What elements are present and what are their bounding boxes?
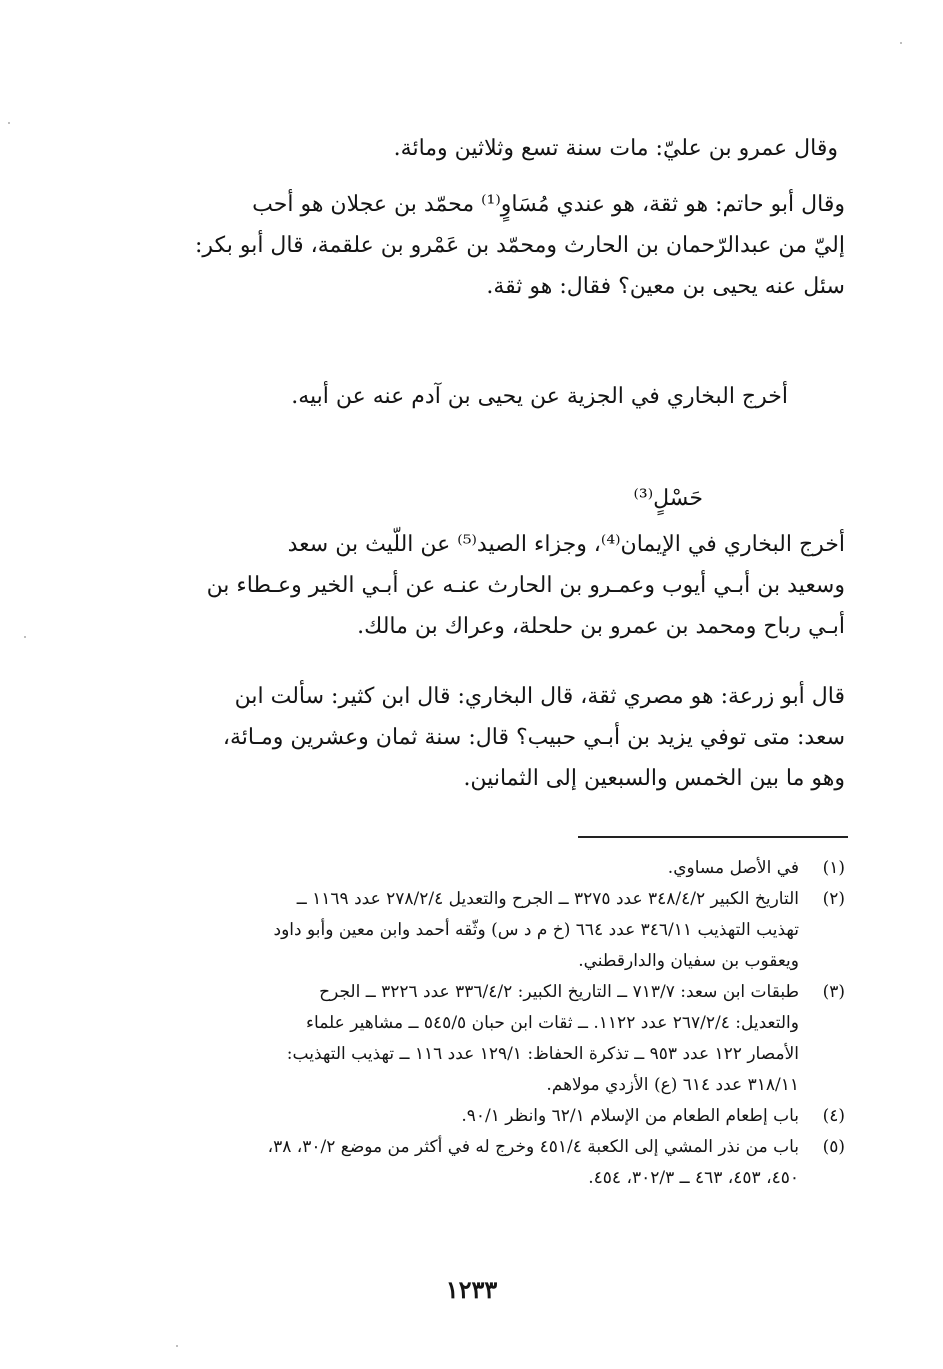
- text-line: أخرج البخاري في الإيمان⁽⁴⁾، وجزاء الصيد⁽⁵⁾ عن اللّيث بن سعد: [287, 532, 845, 557]
- footnote-line: والتعديل: ٢٦٧/٢/٤ عدد ١١٢٢. ــ ثقات ابن حبان ٥٤٥/٥ ــ مشاهير علماء: [306, 1013, 799, 1033]
- footnote-number: (٣): [822, 982, 845, 1002]
- text-line: سعد: متى توفي يزيد بن أبـي حبيب؟ قال: سنة ثمان وعشرين ومـائة،: [222, 725, 845, 750]
- text-line: أبـي رباح ومحمد بن عمرو بن حلحلة، وعراك بن مالك.: [357, 614, 845, 639]
- text-line: أخرج البخاري في الجزية عن يحيى بن آدم عنه عن أبيه.: [291, 384, 788, 409]
- text-line: وقال عمرو بن عليّ: مات سنة تسع وثلاثين ومائة.: [393, 136, 838, 161]
- paragraph-abu-hatim: [125, 184, 845, 307]
- footnote-line: في الأصل مساوي.: [667, 858, 799, 878]
- scan-speck: [900, 42, 902, 44]
- footnote-3: [115, 977, 845, 1101]
- text-line: وقال أبو حاتم: هو ثقة، هو عندي مُسَاوٍ⁽¹⁾ محمّد بن عجلان هو أحب: [252, 192, 845, 217]
- footnote-line: طبقات ابن سعد: ٧١٣/٧ ــ التاريخ الكبير: ٣٣٦/٤/٢ عدد ٣٢٢٦ ــ الجرح: [319, 982, 799, 1002]
- footnotes: [115, 853, 845, 1194]
- paragraph-bukhari-iman: [115, 524, 845, 647]
- text-line: قال أبو زرعة: هو مصري ثقة، قال البخاري: قال ابن كثير: سألت ابن: [234, 684, 845, 709]
- footnote-number: (٤): [822, 1106, 845, 1126]
- footnote-line: التاريخ الكبير ٣٤٨/٤/٢ عدد ٣٢٧٥ ــ الجرح والتعديل ٢٧٨/٢/٤ عدد ١١٦٩ ــ: [296, 889, 799, 909]
- scan-speck: [24, 636, 26, 638]
- text-line: سئل عنه يحيى بن معين؟ فقال: هو ثقة.: [486, 274, 845, 299]
- entry-heading-continuation: حَسْلٍ⁽³⁾: [633, 486, 703, 511]
- footnote-number: (٢): [822, 889, 845, 909]
- footnote-5: [115, 1132, 845, 1194]
- footnote-line: باب من نذر المشي إلى الكعبة ٤٥١/٤ وخرج له في أكثر من موضع ٣٠/٢، ٣٨،: [267, 1137, 799, 1157]
- footnote-2: [115, 884, 845, 977]
- footnote-line: ٤٥٠، ٤٥٣، ٤٦٣ ــ ٣٠٢/٣، ٤٥٤.: [588, 1168, 799, 1188]
- footnote-line: باب إطعام الطعام من الإسلام ٦٢/١ وانظر ٩٠/١.: [461, 1106, 799, 1126]
- footnote-line: ٣١٨/١١ عدد ٦١٤ (ع) الأزدي مولاهم.: [546, 1075, 799, 1095]
- text-line: إليّ من عبدالرّحمان بن الحارث ومحمّد بن عَمْرو بن علقمة، قال أبو بكر:: [195, 233, 845, 258]
- paragraph-abu-zura: [115, 676, 845, 799]
- footnote-number: (١): [822, 858, 845, 878]
- page-number: ١٢٣٣: [445, 1275, 498, 1304]
- footnote-divider: [578, 836, 848, 838]
- footnote-number: (٥): [822, 1137, 845, 1157]
- paragraph-death-year: [148, 128, 838, 169]
- footnote-line: الأمصار ١٢٢ عدد ٩٥٣ ــ تذكرة الحفاظ: ١٢٩/١ عدد ١١٦ ــ تهذيب التهذيب:: [286, 1044, 799, 1064]
- text-line: وهو ما بين الخمس والسبعين إلى الثمانين.: [463, 766, 845, 791]
- scan-speck: [8, 122, 10, 124]
- footnote-line: ويعقوب بن سفيان والدارقطني.: [578, 951, 799, 971]
- text-line: وسعيد بن أبـي أيوب وعمـرو بن الحارث عنـه عن أبـي الخير وعـطاء بن: [206, 573, 845, 598]
- footnote-line: تهذيب التهذيب ٣٤٦/١١ عدد ٦٦٤ (خ م د س) وثّقه أحمد وابن معين وأبو داود: [273, 920, 799, 940]
- footnote-4: [115, 1101, 845, 1132]
- paragraph-bukhari-jizya: [178, 376, 788, 417]
- scan-speck: [176, 1345, 178, 1347]
- footnote-1: [115, 853, 845, 884]
